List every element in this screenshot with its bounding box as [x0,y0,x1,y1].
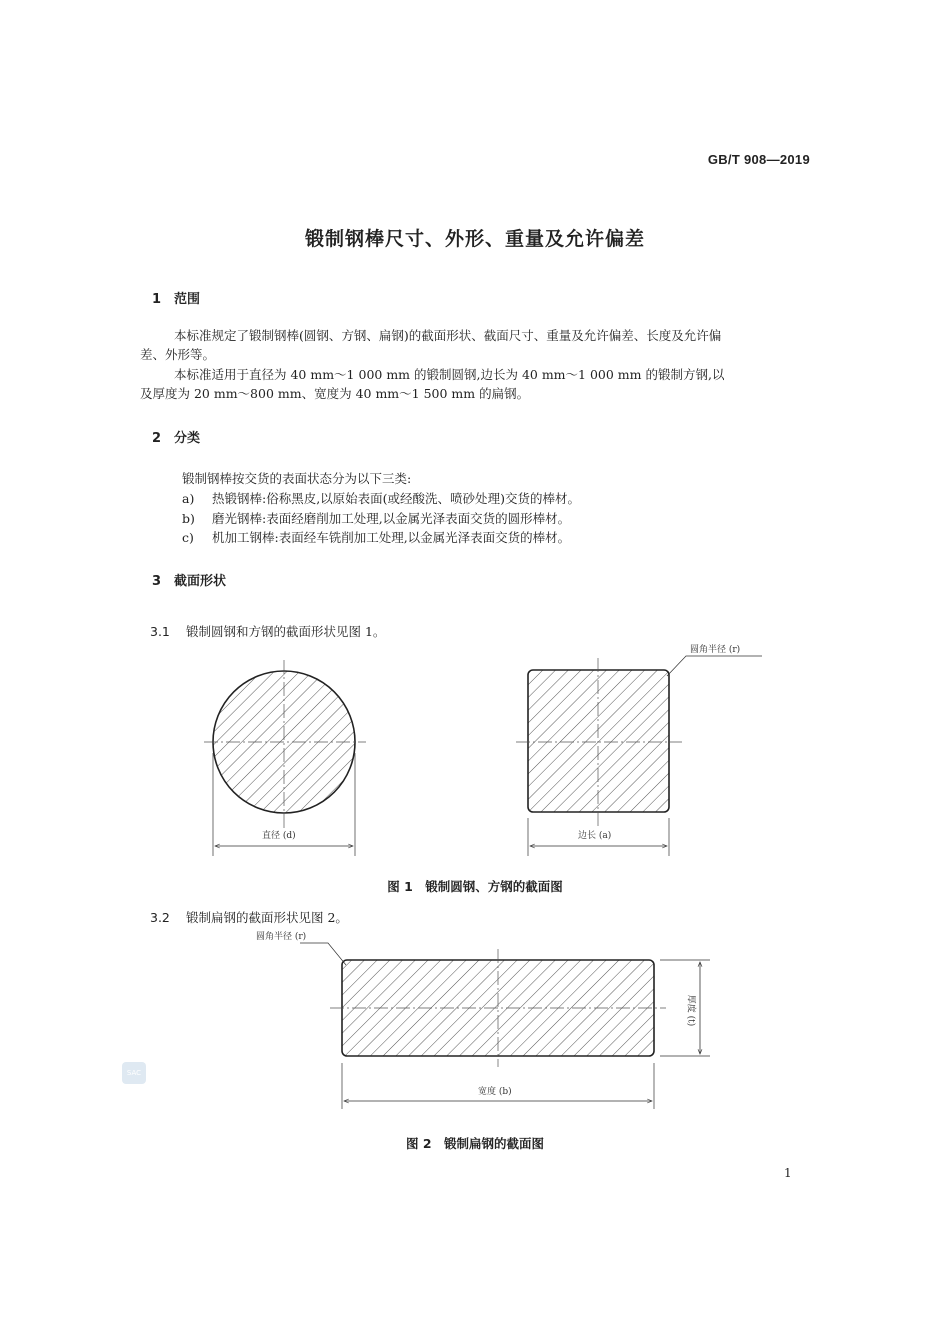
classification-item-c [182,528,570,546]
scope-p1-line2: 差、外形等。 [140,347,216,362]
section-number: 3 [152,574,162,589]
subclause-text: 锻制扁钢的截面形状见图 2。 [186,910,348,925]
section-title: 截面形状 [174,574,227,589]
standard-number: GB/T 908—2019 [707,152,810,167]
section-heading-3 [152,570,226,589]
subclause-number: 3.1 [150,624,170,639]
classification-item-a [182,489,580,507]
diameter-label: 直径 (d) [262,831,296,841]
square-bar-section [516,656,762,856]
item-text: 热锻钢棒:俗称黑皮,以原始表面(或经酸洗、喷砂处理)交货的棒材。 [212,491,580,506]
classification-item-b [182,509,570,527]
item-mark: a) [182,491,195,506]
fig2-radius-label: 圆角半径 (r) [256,932,307,942]
figure-2-caption: 图 2 锻制扁钢的截面图 [405,1136,545,1151]
section-number: 2 [152,431,162,446]
section-title: 分类 [174,431,201,446]
subclause-number: 3.2 [150,910,170,925]
watermark-logo: SAC [122,1062,146,1084]
thickness-label: 厚度 (t) [685,994,696,1027]
item-text: 磨光钢棒:表面经磨削加工处理,以金属光泽表面交货的圆形棒材。 [212,511,571,526]
scope-p1-line1: 本标准规定了锻制钢棒(圆钢、方钢、扁钢)的截面形状、截面尺寸、重量及允许偏差、长度及允许偏 [174,328,722,343]
subclause-3-2 [150,908,348,926]
section-heading-1 [152,288,200,307]
subclause-text: 锻制圆钢和方钢的截面形状见图 1。 [186,624,386,639]
section-number: 1 [152,292,162,307]
scope-paragraph-1 [140,326,812,364]
scope-p2-line1: 本标准适用于直径为 40 mm～1 000 mm 的锻制圆钢,边长为 40 mm～1 000 mm 的锻制方钢,以 [174,367,725,382]
page-number: 1 [784,1166,792,1180]
document-title: 锻制钢棒尺寸、外形、重量及允许偏差 [304,228,645,250]
section-heading-2 [152,427,200,446]
figure-1-caption: 图 1 锻制圆钢、方钢的截面图 [387,879,563,894]
scope-paragraph-2 [140,365,812,403]
side-length-label: 边长 (a) [578,831,612,841]
scope-p2-line2: 及厚度为 20 mm～800 mm、宽度为 40 mm～1 500 mm 的扁钢。 [140,386,530,401]
item-mark: b) [182,511,195,526]
item-mark: c) [182,530,194,545]
item-text: 机加工钢棒:表面经车铣削加工处理,以金属光泽表面交货的棒材。 [212,530,571,545]
classification-intro: 锻制钢棒按交货的表面状态分为以下三类: [182,471,412,486]
section-title: 范围 [174,292,201,307]
fig1-radius-label: 圆角半径 (r) [690,645,741,655]
width-label: 宽度 (b) [478,1087,512,1097]
round-bar-section [204,660,366,856]
